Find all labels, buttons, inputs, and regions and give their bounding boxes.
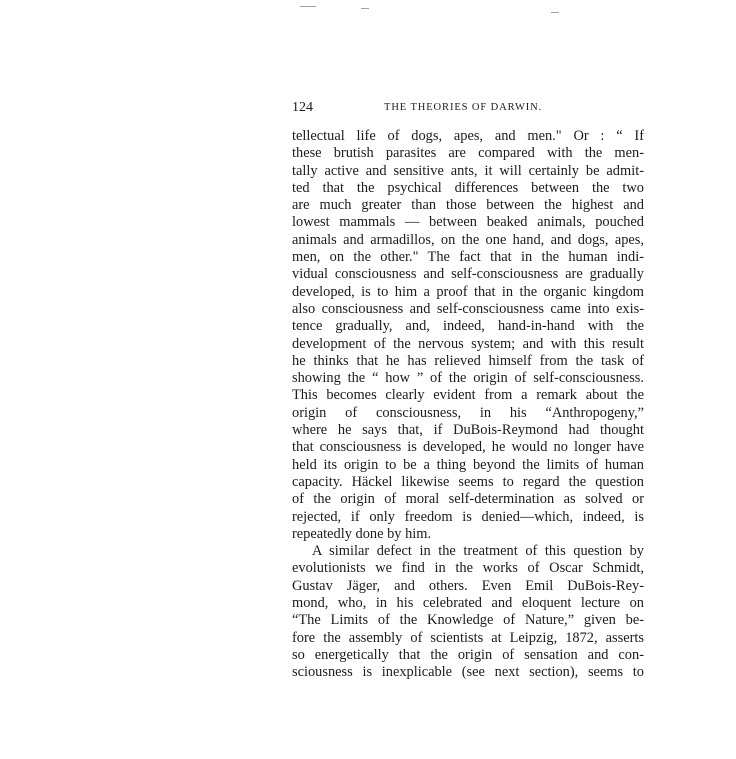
text-line: that consciousness is developed, he would no longer have — [292, 439, 644, 456]
text-line: tally active and sensitive ants, it will certainly be admit- — [292, 162, 644, 179]
scan-mark-2 — [361, 8, 369, 9]
text-line: tellectual life of dogs, apes, and men." Or : “ If — [292, 128, 644, 144]
text-line: origin of consciousness, in his “Anthropogeny,” — [292, 404, 644, 421]
text-line: where he says that, if DuBois-Reymond had thought — [292, 422, 644, 439]
text-line: Gustav Jäger, and others. Even Emil DuBois-Rey- — [292, 577, 644, 594]
text-line: men, on the other." The fact that in the human indi- — [292, 249, 644, 266]
text-line: development of the nervous system; and with this result — [292, 335, 644, 352]
text-line: so energetically that the origin of sensation and con- — [292, 646, 644, 663]
scan-mark-1 — [300, 6, 316, 7]
running-head — [292, 100, 644, 120]
text-line: “The Limits of the Knowledge of Nature,” given be- — [292, 612, 644, 629]
text-line: developed, is to him a proof that in the organic kingdom — [292, 283, 644, 300]
text-line: mond, who, in his celebrated and eloquent lecture on — [292, 595, 644, 612]
page-number: 124 — [292, 100, 313, 115]
text-line: sciousness is inexplicable (see next section), seems to — [292, 664, 644, 681]
text-line: This becomes clearly evident from a remark about the — [292, 387, 644, 404]
text-line-paragraph-start: A similar defect in the treatment of this question by — [312, 543, 644, 560]
text-line: fore the assembly of scientists at Leipzig, 1872, asserts — [292, 629, 644, 646]
book-page — [292, 100, 644, 682]
text-line: also consciousness and self-consciousness came into exis- — [292, 300, 644, 317]
text-line: animals and armadillos, on the one hand, and dogs, apes, — [292, 231, 644, 248]
text-line: rejected, if only freedom is denied—which, indeed, is — [292, 508, 644, 525]
text-line: he thinks that he has relieved himself from the task of — [292, 352, 644, 369]
text-line: lowest mammals — between beaked animals, pouched — [292, 214, 644, 231]
text-line: of the origin of moral self-determination as solved or — [292, 491, 644, 508]
text-line: held its origin to be a thing beyond the limits of human — [292, 456, 644, 473]
text-line: evolutionists we find in the works of Oscar Schmidt, — [292, 560, 644, 577]
text-line: these brutish parasites are compared with the men- — [292, 145, 644, 162]
text-line: vidual consciousness and self-consciousness are gradually — [292, 266, 644, 283]
running-title: THE THEORIES OF DARWIN. — [384, 102, 543, 113]
text-line: are much greater than those between the highest and — [292, 197, 644, 214]
text-line-paragraph-end: repeatedly done by him. — [292, 525, 432, 542]
text-line: showing the “ how ” of the origin of self-consciousness. — [292, 370, 644, 387]
text-line: tence gradually, and, indeed, hand-in-hand with the — [292, 318, 644, 335]
text-line: capacity. Häckel likewise seems to regard the question — [292, 473, 644, 490]
body-text — [292, 128, 644, 682]
text-line: ted that the psychical differences between the two — [292, 179, 644, 196]
scan-mark-3 — [551, 12, 559, 13]
